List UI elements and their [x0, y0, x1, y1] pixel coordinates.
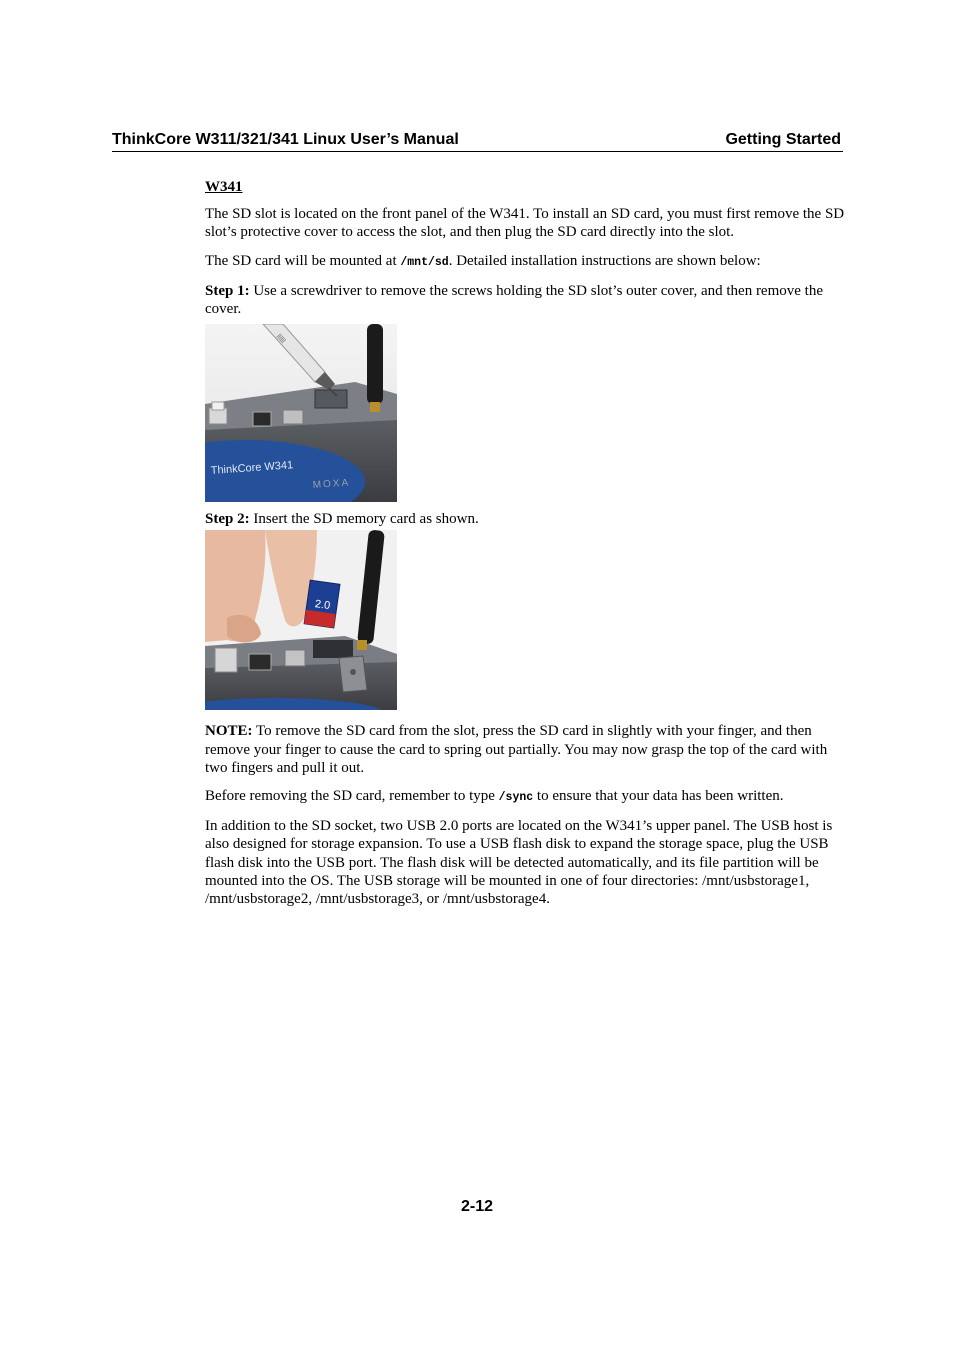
step-2-paragraph	[205, 510, 845, 528]
page-content	[205, 178, 845, 918]
page-number: 2-12	[460, 1198, 494, 1215]
mount-paragraph	[205, 252, 845, 272]
step-2-text: Insert the SD memory card as shown.	[249, 511, 479, 528]
sync-paragraph	[205, 787, 845, 807]
svg-text:||||||: ||||||	[275, 333, 287, 345]
device-label: ThinkCore W341	[210, 459, 294, 478]
step-1-text: Use a screwdriver to remove the screws holding the SD slot’s outer cover, and then remove the cover.	[205, 282, 823, 318]
brand-label: MOXA	[312, 477, 351, 492]
page-header	[112, 128, 843, 152]
step-2-label: Step 2:	[205, 511, 250, 528]
sync-command: /sync	[498, 791, 534, 805]
sd-card-label: 2.0	[314, 598, 331, 613]
mount-text-after: . Detailed installation instructions are shown below:	[448, 252, 761, 269]
chapter-title: Getting Started	[725, 131, 841, 148]
note-label: NOTE:	[205, 723, 253, 740]
step-1-label: Step 1:	[205, 282, 250, 299]
intro-paragraph: The SD slot is located on the front panel of the W341. To install an SD card, you must first remove the SD slot’s protective cover to access the slot, and then plug the SD card directly into the slot.	[205, 206, 845, 241]
section-heading: W341	[205, 179, 243, 195]
sync-text-after: to ensure that your data has been written.	[533, 788, 784, 805]
sync-text-before: Before removing the SD card, remember to type	[205, 788, 499, 805]
mount-path: /mnt/sd	[400, 255, 449, 269]
note-paragraph	[205, 722, 845, 777]
step-1-paragraph	[205, 282, 845, 318]
manual-title: ThinkCore W311/321/341 Linux User’s Manual	[112, 131, 459, 148]
step-1-photo	[205, 324, 397, 502]
note-text: To remove the SD card from the slot, press the SD card in slightly with your finger, and then remove your finger to cause the card to spring out partially. You may now grasp the top of the card with two fingers and pull it out.	[205, 723, 828, 776]
usb-paragraph: In addition to the SD socket, two USB 2.0 ports are located on the W341’s upper panel. The USB host is also designed for storage expansion. To use a USB flash disk to expand the storage space, plug the USB flash disk into the USB port. The flash disk will be detected automatically, and its file partition will be mounted into the OS. The USB storage will be mounted in one of four directories: /mnt/usbstorage1, /mnt/usbstorage2, /mnt/usbstorage3, or /mnt/usbstorage4.	[205, 818, 833, 908]
step-2-photo	[205, 530, 397, 710]
mount-text-before: The SD card will be mounted at	[205, 252, 401, 269]
